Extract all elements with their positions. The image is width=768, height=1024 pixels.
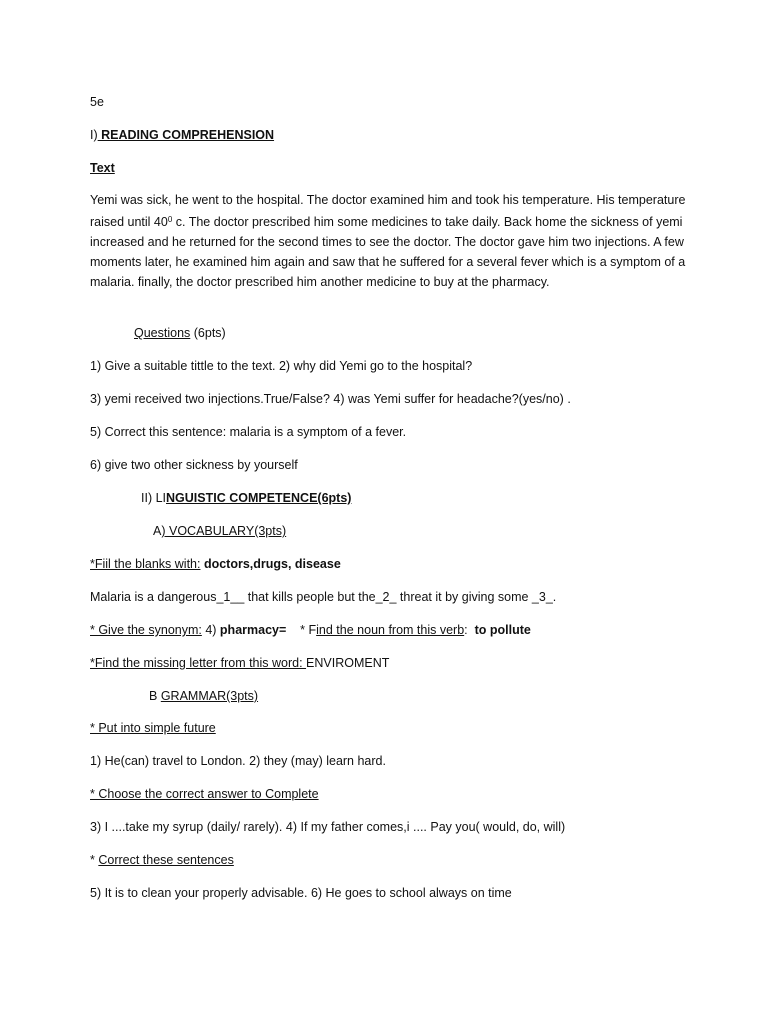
question-3-4: 3) yemi received two injections.True/False? 4) was Yemi suffer for headache?(yes/no) .: [90, 392, 571, 406]
correct-instruction-line: [90, 852, 234, 868]
reading-passage: [90, 190, 690, 292]
section-reading-heading: [90, 127, 274, 143]
fill-word-bank: doctors,drugs, disease: [200, 557, 341, 571]
synonym-word: pharmacy=: [219, 623, 287, 637]
future-sentences: 1) He(can) travel to London. 2) they (may) learn hard.: [90, 754, 386, 768]
section-number: I): [90, 128, 98, 142]
passage-part-2: c. The doctor prescribed him some medicines to take daily. Back home the sickness of yemi increased and he returned for the second times to see the doctor. The doctor gave him two injections. A few moments later, he examined him again and saw that he suffered for a several fever which is a symptom of a malaria. finally, the doctor prescribed him another medicine to buy at the pharmacy.: [90, 215, 686, 289]
vocabulary-heading: [153, 523, 286, 539]
questions-label: Questions: [134, 326, 191, 340]
section-title: READING COMPREHENSION: [97, 128, 275, 142]
choose-instruction: * Choose the correct answer to Complete: [90, 787, 319, 801]
question-5: 5) Correct this sentence: malaria is a symptom of a fever.: [90, 425, 407, 439]
vocabulary-title: ) VOCABULARY(3pts): [161, 524, 287, 538]
fill-blanks-instruction: [90, 556, 341, 572]
noun-instruction: ind the noun from this verb: [316, 623, 465, 637]
noun-verb: to pollute: [474, 623, 531, 637]
missing-word: ENVIROMENT: [306, 656, 390, 670]
fill-instruction-label: *Fiil the blanks with:: [90, 557, 201, 571]
correct-instruction: Correct these sentences: [98, 853, 234, 867]
section-title: NGUISTIC COMPETENCE(6pts): [166, 491, 352, 505]
class-level: 5e: [90, 95, 104, 109]
synonym-noun-line: [90, 622, 531, 638]
question-6: 6) give two other sickness by yourself: [90, 458, 298, 472]
grammar-letter: B: [149, 689, 161, 703]
fill-blanks-sentence: Malaria is a dangerous_1__ that kills people but the_2_ threat it by giving some _3_.: [90, 590, 557, 604]
correct-sentences: 5) It is to clean your properly advisable. 6) He goes to school always on time: [90, 886, 512, 900]
questions-points: (6pts): [190, 326, 226, 340]
synonym-instruction: * Give the synonym:: [90, 623, 202, 637]
grammar-heading: [149, 688, 258, 704]
missing-instruction: *Find the missing letter from this word:: [90, 656, 307, 670]
passage-part-1: Yemi was sick, he went to the hospital. The doctor examined him and took his temperature. His temperature raised until 40: [90, 193, 686, 229]
section-linguistic-heading: [141, 490, 351, 506]
grammar-title: GRAMMAR(3pts): [160, 689, 259, 703]
vocabulary-letter: A: [153, 524, 162, 538]
questions-heading: [134, 325, 226, 341]
correct-prefix: *: [90, 853, 99, 867]
missing-letter-line: [90, 655, 389, 671]
question-1-2: 1) Give a suitable tittle to the text. 2) why did Yemi go to the hospital?: [90, 359, 473, 373]
noun-prefix: * F: [286, 623, 317, 637]
section-number: II) LI: [141, 491, 167, 505]
degree-mark: 0: [167, 215, 173, 224]
future-instruction: * Put into simple future: [90, 721, 216, 735]
noun-colon: :: [464, 623, 475, 637]
choose-sentences: 3) I ....take my syrup (daily/ rarely). 4) If my father comes,i .... Pay you( would, do, will): [90, 820, 566, 834]
synonym-number: 4): [201, 623, 220, 637]
text-heading: Text: [90, 161, 115, 175]
